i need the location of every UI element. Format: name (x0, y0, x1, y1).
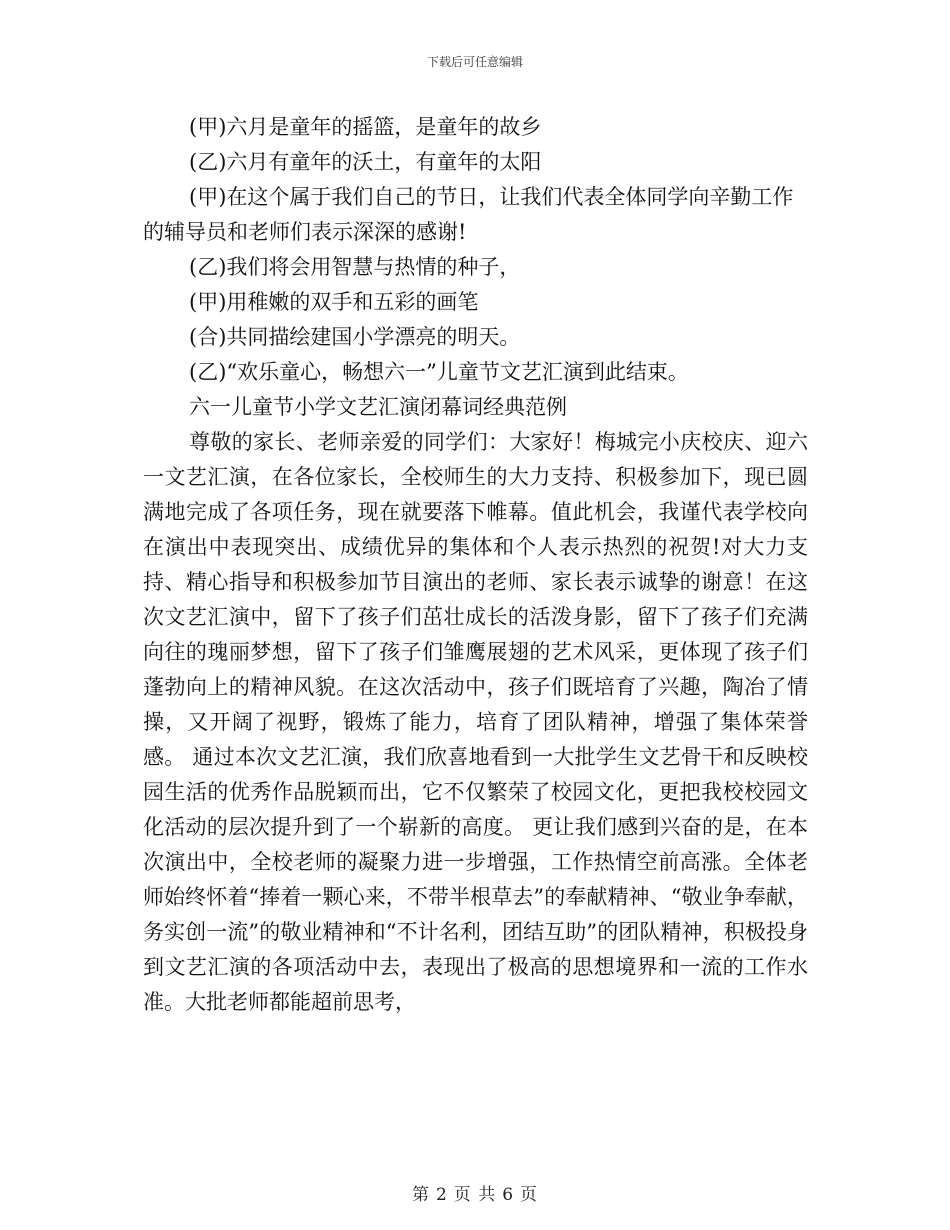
dialogue-line: (甲)六月是童年的摇篮，是童年的故乡 (189, 115, 542, 139)
section-title: 六一儿童节小学文艺汇演闭幕词经典范例 (189, 395, 567, 419)
dialogue-line: (乙)“欢乐童心，畅想六一”儿童节文艺汇演到此结束。 (189, 360, 689, 384)
page-header: 下载后可任意编辑 (426, 55, 523, 69)
footer-prefix: 第 (411, 1185, 430, 1205)
footer-suffix: 页 (520, 1185, 539, 1205)
current-page-number: 2 (435, 1185, 448, 1205)
dialogue-line: (乙)我们将会用智慧与热情的种子， (189, 255, 521, 279)
page-footer (0, 1180, 950, 1205)
dialogue-line: (合)共同描绘建国小学漂亮的明天。 (189, 325, 521, 349)
footer-middle: 页 共 (453, 1185, 497, 1205)
dialogue-line: (乙)六月有童年的沃土，有童年的太阳 (189, 150, 542, 174)
speech-paragraph: 尊敬的家长、老师亲爱的同学们：大家好！梅城完小庆校庆、迎六一文艺汇演，在各位家长，全校师生的大力支持、积极参加下，现已圆满地完成了各项任务，现在就要落下帷幕。值此机会，我谨代表学校向在演出中表现突出、成绩优异的集体和个人表示热烈的祝贺!对大力支持、精心指导和积极参加节目演出的老师、家长表示诚挚的谢意！在这次文艺汇演中，留下了孩子们茁壮成长的活泼身影，留下了孩子们充满向往的瑰丽梦想，留下了孩子们雏鹰展翅的艺术风采，更体现了孩子们蓬勃向上的精神风貌。在这次活动中，孩子们既培育了兴趣，陶冶了情操，又开阔了视野，锻炼了能力，培育了团队精神，增强了集体荣誉感。 通过本次文艺汇演，我们欣喜地看到一大批学生文艺骨干和反映校园生活的优秀作品脱颖而出，它不仅繁荣了校园文化，更把我校校园文化活动的层次提升到了一个崭新的高度。 更让我们感到兴奋的是，在本次演出中，全校老师的凝聚力进一步增强，工作热情空前高涨。全体老师始终怀着“捧着一颗心来，不带半根草去”的奉献精神、“敬业争奉献，务实创一流”的敬业精神和“不计名利，团结互助”的团队精神，积极投身到文艺汇演的各项活动中去，表现出了极高的思想境界和一流的工作水准。大批老师都能超前思考， (143, 430, 808, 1014)
total-page-count: 6 (502, 1185, 515, 1205)
document-body (143, 110, 808, 1020)
dialogue-line: (甲)在这个属于我们自己的节日，让我们代表全体同学向辛勤工作的辅导员和老师们表示深深的感谢! (143, 185, 794, 244)
dialogue-line: (甲)用稚嫩的双手和五彩的画笔 (189, 290, 479, 314)
